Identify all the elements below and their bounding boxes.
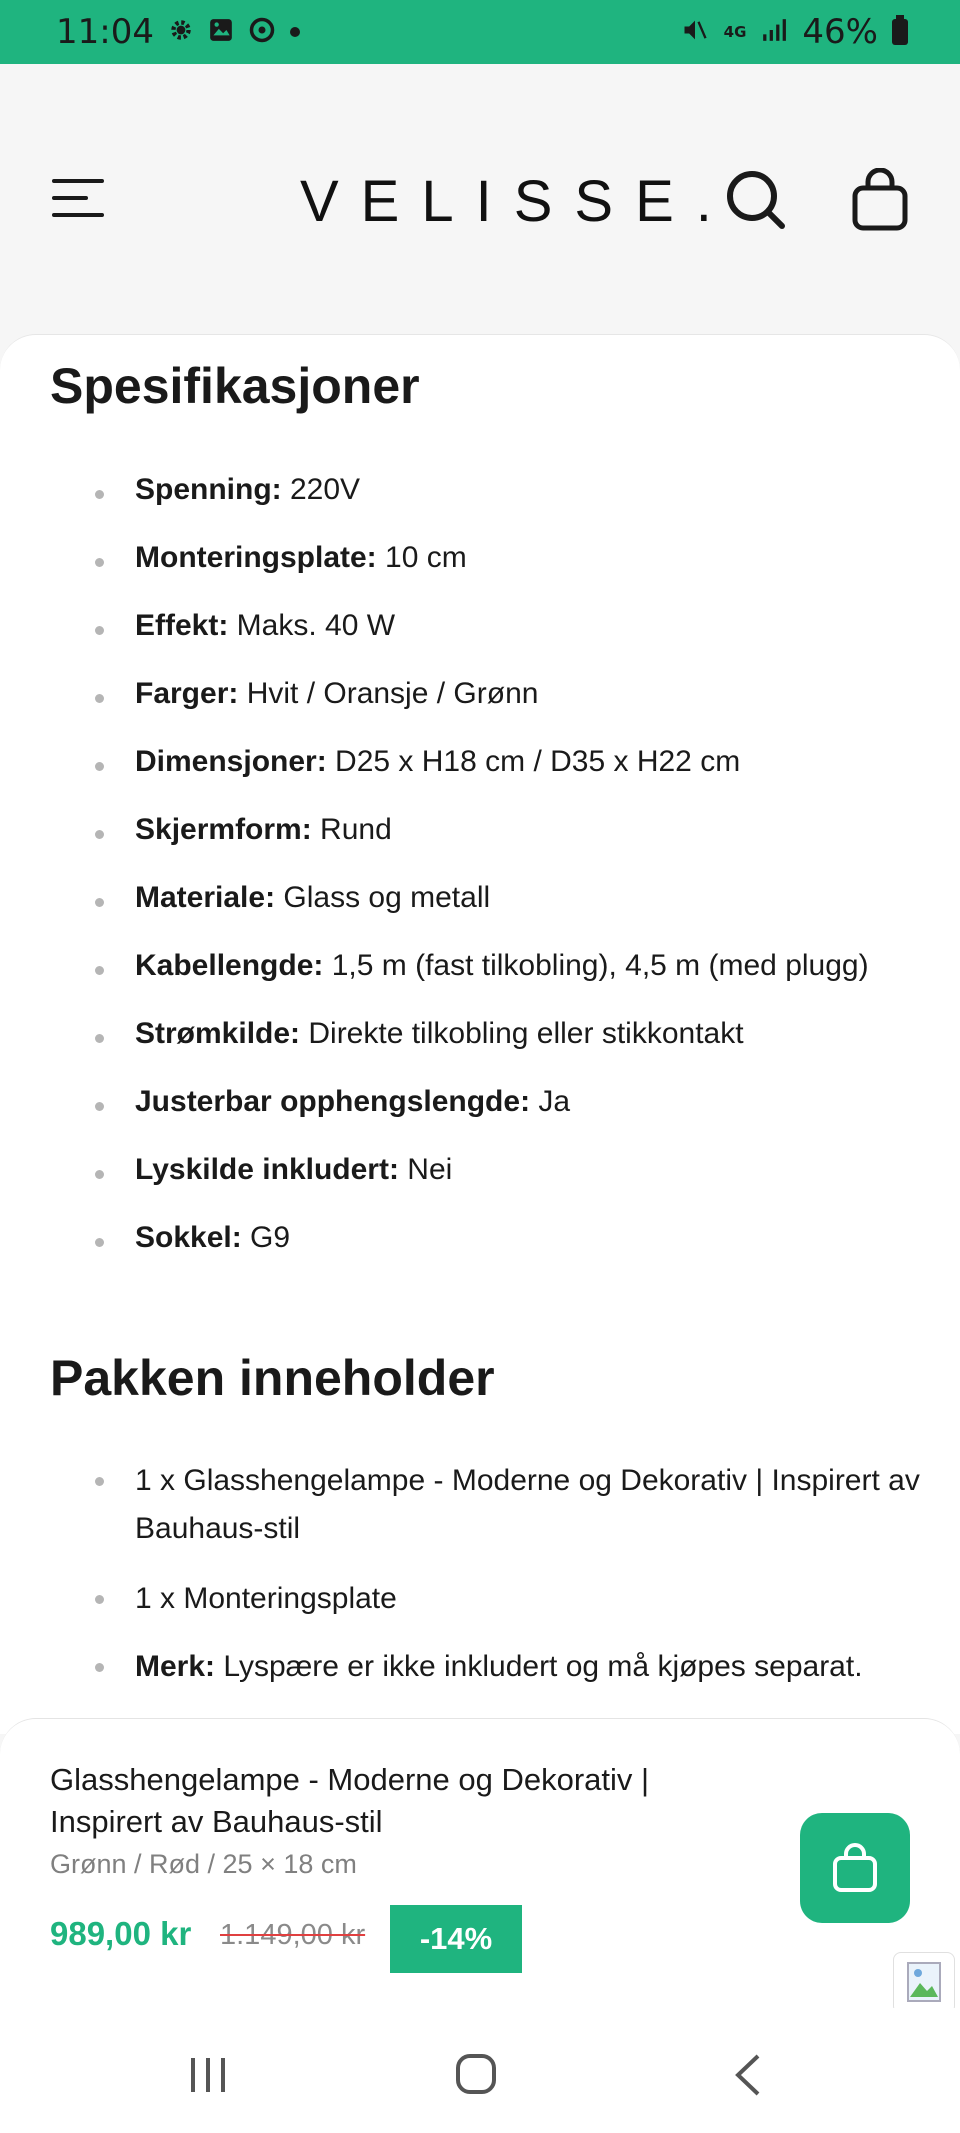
product-variant: Grønn / Rød / 25 × 18 cm (50, 1849, 357, 1879)
image-icon (208, 17, 234, 48)
battery-level: 46% (802, 12, 878, 52)
sale-price: 989,00 kr (50, 1915, 192, 1952)
original-price: 1.149,00 kr (220, 1919, 366, 1951)
site-header (0, 64, 960, 334)
list-item: Farger: Hvit / Oransje / Grønn (135, 677, 539, 710)
mute-icon (680, 16, 710, 49)
status-bar (0, 0, 960, 64)
signal-icon (760, 17, 788, 48)
cart-icon[interactable] (850, 168, 910, 232)
list-item: Strømkilde: Direkte tilkobling eller stikkontakt (135, 1017, 744, 1050)
list-item: 1 x Monteringsplate (135, 1575, 925, 1623)
menu-icon[interactable] (52, 179, 106, 219)
store-logo[interactable]: VELISSE. (300, 169, 734, 234)
list-item: Monteringsplate: 10 cm (135, 541, 467, 574)
recents-icon[interactable] (188, 2056, 228, 2094)
list-item: Merk: Lyspære er ikke inkludert og må kjøpes separat. (135, 1643, 925, 1691)
list-item: Effekt: Maks. 40 W (135, 609, 396, 642)
product-title: Glasshengelampe - Moderne og Dekorativ | Inspirert av Bauhaus-stil (50, 1762, 650, 1839)
home-icon[interactable] (456, 2054, 496, 2094)
list-item: Materiale: Glass og metall (135, 881, 491, 914)
list-item: Spenning: 220V (135, 473, 361, 506)
sticky-product-bar (0, 1718, 960, 2008)
specs-title: Spesifikasjoner (50, 358, 420, 414)
sync-icon (248, 16, 276, 49)
system-nav-bar (0, 2008, 960, 2133)
dot-icon (290, 27, 300, 37)
description-card (0, 334, 960, 1734)
list-item: Lyskilde inkludert: Nei (135, 1153, 453, 1186)
gear-icon (168, 17, 194, 48)
list-item: 1 x Glasshengelampe - Moderne og Dekorativ | Inspirert av Bauhaus-stil (135, 1457, 925, 1553)
back-icon[interactable] (732, 2054, 762, 2096)
list-item: Justerbar opphengslengde: Ja (135, 1085, 571, 1118)
status-right (680, 12, 908, 52)
discount-badge: -14% (390, 1905, 522, 1973)
list-item: Dimensjoner: D25 x H18 cm / D35 x H22 cm (135, 745, 741, 778)
package-title: Pakken inneholder (50, 1350, 495, 1406)
broken-image-icon[interactable] (893, 1952, 955, 2014)
status-left (56, 12, 300, 52)
list-item: Sokkel: G9 (135, 1221, 291, 1254)
add-to-cart-button[interactable] (800, 1813, 910, 1923)
battery-icon (892, 19, 908, 45)
shopping-bag-icon (832, 1843, 878, 1893)
status-time: 11:04 (56, 12, 154, 52)
list-item: Skjermform: Rund (135, 813, 392, 846)
list-item: Kabellengde: 1,5 m (fast tilkobling), 4,5 m (med plugg) (135, 949, 869, 982)
search-icon[interactable] (724, 168, 788, 232)
4g-icon: 4G (723, 22, 747, 41)
